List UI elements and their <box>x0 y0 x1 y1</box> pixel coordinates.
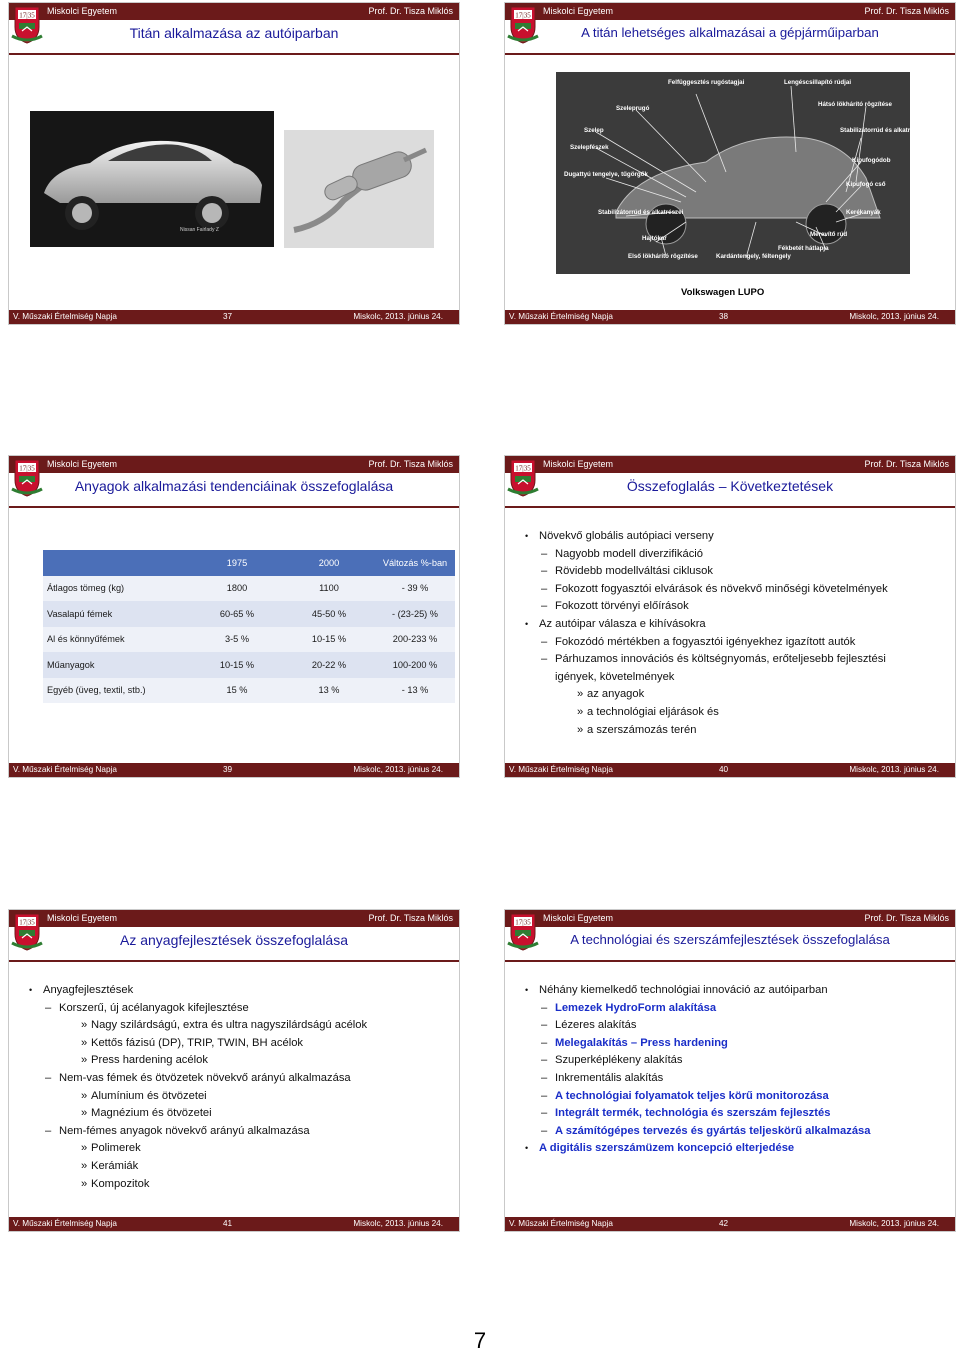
label-kipufogo-cso: Kipufogó cső <box>846 181 886 188</box>
handout-page-number: 7 <box>473 1328 487 1353</box>
university-name: Miskolci Egyetem <box>543 459 614 469</box>
list-item <box>81 1107 212 1119</box>
label-hatso-lokharito: Hátsó lökhárító rögzítése <box>818 101 892 108</box>
bullet-icon: • <box>29 985 33 995</box>
table-cell: 45-50 % <box>283 601 375 627</box>
label-kerekanyak: Kerékanyák <box>846 209 881 216</box>
dash-icon: – <box>541 1001 548 1014</box>
slide-footer <box>505 310 955 324</box>
slide-header <box>505 3 955 20</box>
event-date: Miskolc, 2013. június 24. <box>849 1219 939 1228</box>
table-cell: - (23-25) % <box>375 601 455 627</box>
list-item-text: Kettős fázisú (DP), TRIP, TWIN, BH acélok <box>91 1036 304 1049</box>
event-date: Miskolc, 2013. június 24. <box>353 1219 443 1228</box>
sub-bullet-icon: » <box>81 1089 88 1102</box>
label-dugattyu: Dugattyú tengelye, tűgörgők <box>564 171 648 178</box>
label-szelepfeszek: Szelepfészek <box>570 144 609 151</box>
car-parts-diagram <box>556 72 926 274</box>
list-item <box>541 548 703 560</box>
label-fekbetet: Fékbetét hátlapja <box>778 245 829 252</box>
list-item <box>577 706 719 718</box>
table-cell: 20-22 % <box>283 652 375 678</box>
slide-footer <box>505 1217 955 1231</box>
list-item-text: Melegalakítás – Press hardening <box>555 1036 728 1049</box>
list-item-text: A digitális szerszámüzem koncepció elterjedése <box>539 1142 795 1155</box>
table-cell: 10-15 % <box>283 627 375 653</box>
list-item <box>525 1142 794 1154</box>
bullet-icon: • <box>525 619 529 629</box>
title-divider <box>9 53 459 55</box>
label-stabilizator-hatso: Stabilizátorrúd és alkatrészei <box>840 127 926 134</box>
label-kardantengely: Kardántengely, féltengely <box>716 253 791 260</box>
page-number: 41 <box>223 1219 233 1228</box>
list-item-text: Szuperképlékeny alakítás <box>555 1054 683 1067</box>
slide-footer <box>505 763 955 777</box>
list-item-text: Anyagfejlesztések <box>43 984 134 996</box>
sub-bullet-icon: » <box>81 1036 88 1049</box>
image-caption: Volkswagen LUPO <box>681 287 765 298</box>
label-merevito-rud: Merevítő rúd <box>810 231 848 238</box>
list-item <box>541 1037 728 1049</box>
list-item-text: Nagyobb modell diverzifikáció <box>555 547 703 560</box>
table-row <box>43 652 455 678</box>
slide-footer <box>9 1217 459 1231</box>
table-cell: 1100 <box>283 576 375 602</box>
table-cell: 100-200 % <box>375 652 455 678</box>
list-item <box>81 1142 141 1154</box>
label-stabilizator-elso: Stabilizátorrúd és alkatrészei <box>598 209 684 216</box>
slide-39 <box>8 455 460 778</box>
list-item <box>541 653 886 665</box>
list-item-text: Polimerek <box>91 1142 141 1155</box>
dash-icon: – <box>541 635 548 648</box>
page-number: 37 <box>223 312 233 321</box>
sub-bullet-icon: » <box>81 1107 88 1120</box>
table-cell: - 13 % <box>375 678 455 704</box>
list-item <box>525 984 828 996</box>
sub-bullet-icon: » <box>81 1054 88 1067</box>
list-item <box>555 671 674 683</box>
label-elso-lokharito: Első lökhárító rögzítése <box>628 253 698 260</box>
table-cell: 200-233 % <box>375 627 455 653</box>
title-divider <box>505 960 955 962</box>
university-crest-icon <box>12 458 42 498</box>
sub-bullet-icon: » <box>577 688 584 701</box>
list-item-text: igények, követelmények <box>555 670 675 683</box>
list-item-text: Korszerű, új acélanyagok kifejlesztése <box>59 1001 249 1014</box>
sub-bullet-icon: » <box>81 1160 88 1172</box>
author-name: Prof. Dr. Tisza Miklós <box>368 6 453 16</box>
page-number: 42 <box>719 1219 729 1228</box>
slide-37 <box>8 2 460 325</box>
author-name: Prof. Dr. Tisza Miklós <box>864 459 949 469</box>
list-item-text: Fokozott törvényi előírások <box>555 600 689 613</box>
university-name: Miskolci Egyetem <box>47 913 118 923</box>
table-row <box>43 627 455 653</box>
label-felfuggesztes: Felfüggesztés rugóstagjai <box>668 79 745 86</box>
materials-table <box>43 550 455 703</box>
table-cell: Al és könnyűfémek <box>43 627 191 653</box>
dash-icon: – <box>541 547 548 560</box>
table-header-cell <box>43 550 191 576</box>
slide-body <box>505 964 955 1217</box>
list-item-text: Az autóipar válasza e kihívásokra <box>539 618 706 630</box>
list-item <box>45 1125 310 1137</box>
list-item <box>81 1178 149 1190</box>
event-name: V. Műszaki Értelmiség Napja <box>509 765 613 774</box>
slide-header <box>505 456 955 473</box>
list-item-text: Kerámiák <box>91 1160 139 1172</box>
list-item-text: Inkrementális alakítás <box>555 1072 664 1084</box>
list-item-text: a szerszámozás terén <box>587 723 697 736</box>
university-crest-icon <box>12 912 42 952</box>
list-item-text: Kompozitok <box>91 1177 150 1190</box>
table-cell: 13 % <box>283 678 375 704</box>
slide-title: Összefoglalás – Következtetések <box>626 478 834 494</box>
table-cell: 60-65 % <box>191 601 283 627</box>
list-item <box>541 636 855 648</box>
author-name: Prof. Dr. Tisza Miklós <box>368 913 453 923</box>
author-name: Prof. Dr. Tisza Miklós <box>368 459 453 469</box>
table-row <box>43 576 455 602</box>
list-item-text: az anyagok <box>587 688 645 701</box>
exhaust-photo <box>284 130 434 248</box>
dash-icon: – <box>541 1036 548 1049</box>
list-item-text: Nagy szilárdságú, extra és ultra nagyszilárdságú acélok <box>91 1019 368 1032</box>
table-row <box>43 601 455 627</box>
table-cell: 10-15 % <box>191 652 283 678</box>
author-name: Prof. Dr. Tisza Miklós <box>864 6 949 16</box>
event-name: V. Műszaki Értelmiség Napja <box>509 1219 613 1228</box>
list-item-text: Alumínium és ötvözetei <box>91 1089 207 1102</box>
table-header-cell: Változás %-ban <box>375 550 455 576</box>
table-cell: - 39 % <box>375 576 455 602</box>
slide-body <box>9 510 459 763</box>
list-item-text: Nem-fémes anyagok növekvő arányú alkalmazása <box>59 1124 310 1137</box>
list-item <box>541 1090 829 1102</box>
page-number: 38 <box>719 312 729 321</box>
slide-footer <box>9 310 459 324</box>
list-item-text: A technológiai folyamatok teljes körű monitorozása <box>555 1089 829 1102</box>
page-number: 39 <box>223 765 233 774</box>
list-item-text: Integrált termék, technológia és szerszám fejlesztés <box>555 1107 831 1120</box>
slide-body <box>9 57 459 310</box>
slide-header <box>9 910 459 927</box>
list-item <box>577 724 696 736</box>
slide-title: A titán lehetséges alkalmazásai a gépjárműiparban <box>581 25 879 40</box>
list-item <box>541 1072 663 1084</box>
table-cell: Vasalapú fémek <box>43 601 191 627</box>
slide-38 <box>504 2 956 325</box>
list-item <box>81 1054 208 1066</box>
list-item-text: a technológiai eljárások és <box>587 706 719 718</box>
bullet-icon: • <box>525 531 529 541</box>
list-item <box>81 1090 207 1102</box>
university-name: Miskolci Egyetem <box>47 6 118 16</box>
dash-icon: – <box>45 1124 52 1137</box>
bullet-icon: • <box>525 1143 529 1154</box>
dash-icon: – <box>541 653 548 666</box>
slide-header <box>9 456 459 473</box>
table-header-cell: 2000 <box>283 550 375 576</box>
list-item-text: Rövidebb modellváltási ciklusok <box>555 565 713 578</box>
car-photo <box>30 111 274 247</box>
list-item-text: Párhuzamos innovációs és költségnyomás, erőteljesebb fejlesztési <box>555 653 886 666</box>
university-crest-icon <box>508 912 538 952</box>
dash-icon: – <box>541 1107 548 1120</box>
event-name: V. Műszaki Értelmiség Napja <box>13 765 117 774</box>
dash-icon: – <box>541 1072 548 1084</box>
slide-title: Titán alkalmazása az autóiparban <box>129 25 339 41</box>
list-item-text: Press hardening acélok <box>91 1054 208 1067</box>
slide-header <box>9 3 459 20</box>
list-item-text: Fokozódó mértékben a fogyasztói igényekhez igazított autók <box>555 635 856 648</box>
university-crest-icon <box>508 5 538 45</box>
list-item-text: Magnézium és ötvözetei <box>91 1107 212 1120</box>
list-item <box>525 618 706 630</box>
sub-bullet-icon: » <box>577 723 584 736</box>
dash-icon: – <box>541 582 548 595</box>
list-item <box>577 688 644 700</box>
event-name: V. Műszaki Értelmiség Napja <box>509 312 613 321</box>
label-lengescsillapito: Lengéscsillapító rúdjai <box>784 79 852 86</box>
title-divider <box>505 506 955 508</box>
event-name: V. Műszaki Értelmiség Napja <box>13 1219 117 1228</box>
table-cell: Műanyagok <box>43 652 191 678</box>
table-cell: 1800 <box>191 576 283 602</box>
slide-41 <box>8 909 460 1232</box>
slide-title: A technológiai és szerszámfejlesztések összefoglalása <box>570 932 890 947</box>
university-crest-icon <box>12 5 42 45</box>
university-name: Miskolci Egyetem <box>543 913 614 923</box>
list-item-text: Nem-vas fémek és ötvözetek növekvő arányú alkalmazása <box>59 1072 351 1084</box>
event-date: Miskolc, 2013. június 24. <box>353 312 443 321</box>
title-divider <box>9 506 459 508</box>
slide-header <box>505 910 955 927</box>
sub-bullet-icon: » <box>81 1177 88 1190</box>
list-item <box>525 530 714 542</box>
list-item <box>541 583 888 595</box>
university-name: Miskolci Egyetem <box>543 6 614 16</box>
dash-icon: – <box>45 1072 52 1084</box>
list-item-text: Növekvő globális autópiaci verseny <box>539 530 714 542</box>
sub-bullet-icon: » <box>577 706 584 718</box>
sub-bullet-icon: » <box>81 1142 88 1155</box>
list-item <box>45 1072 351 1084</box>
slide-42 <box>504 909 956 1232</box>
list-item-text: Néhány kiemelkedő technológiai innováció az autóiparban <box>539 984 828 996</box>
dash-icon: – <box>541 1089 548 1102</box>
slide-footer <box>9 763 459 777</box>
bullet-icon: • <box>525 985 529 995</box>
event-name: V. Műszaki Értelmiség Napja <box>13 312 117 321</box>
slide-title: Az anyagfejlesztések összefoglalása <box>119 932 349 948</box>
event-date: Miskolc, 2013. június 24. <box>849 312 939 321</box>
list-item <box>81 1037 303 1049</box>
slide-body <box>505 510 955 763</box>
table-header-cell: 1975 <box>191 550 283 576</box>
dash-icon: – <box>45 1001 52 1014</box>
title-divider <box>505 53 955 55</box>
dash-icon: – <box>541 600 548 613</box>
list-item <box>541 1054 683 1066</box>
slide-title: Anyagok alkalmazási tendenciáinak összefoglalása <box>74 478 394 494</box>
table-cell: 15 % <box>191 678 283 704</box>
list-item-text: Fokozott fogyasztói elvárások és növekvő minőségi követelmények <box>555 582 888 595</box>
author-name: Prof. Dr. Tisza Miklós <box>864 913 949 923</box>
sub-bullet-icon: » <box>81 1019 88 1032</box>
list-item <box>81 1160 138 1172</box>
list-item <box>541 1107 830 1119</box>
table-cell: Egyéb (üveg, textil, stb.) <box>43 678 191 704</box>
table-header-row <box>43 550 455 576</box>
list-item <box>81 1019 367 1031</box>
dash-icon: – <box>541 1054 548 1067</box>
car-photo-label: Nissan Fairlady Z <box>180 227 219 233</box>
list-item <box>541 1019 636 1031</box>
label-hajtokar: Hajtókar <box>642 235 667 242</box>
list-item <box>541 600 689 612</box>
label-szelep: Szelep <box>584 127 604 134</box>
table-cell: Átlagos tömeg (kg) <box>43 576 191 602</box>
list-item <box>541 1002 716 1014</box>
label-szeleprugo: Szeleprugó <box>616 105 650 112</box>
list-item <box>45 1002 249 1014</box>
title-divider <box>9 960 459 962</box>
list-item-text: A számítógépes tervezés és gyártás teljeskörű alkalmazása <box>555 1124 871 1137</box>
list-item <box>29 984 133 996</box>
label-kipufogodob: Kipufogódob <box>852 157 891 164</box>
list-item-text: Lézeres alakítás <box>555 1019 637 1032</box>
list-item-text: Lemezek HydroForm alakítása <box>555 1001 717 1014</box>
table-cell: 3-5 % <box>191 627 283 653</box>
event-date: Miskolc, 2013. június 24. <box>353 765 443 774</box>
slide-body <box>9 964 459 1217</box>
slide-40 <box>504 455 956 778</box>
dash-icon: – <box>541 565 548 578</box>
list-item <box>541 565 713 577</box>
university-crest-icon <box>508 458 538 498</box>
event-date: Miskolc, 2013. június 24. <box>849 765 939 774</box>
dash-icon: – <box>541 1019 548 1032</box>
table-row <box>43 678 455 704</box>
page-number: 40 <box>719 765 729 774</box>
slide-body <box>505 57 955 310</box>
dash-icon: – <box>541 1124 548 1137</box>
list-item <box>541 1125 871 1137</box>
university-name: Miskolci Egyetem <box>47 459 118 469</box>
